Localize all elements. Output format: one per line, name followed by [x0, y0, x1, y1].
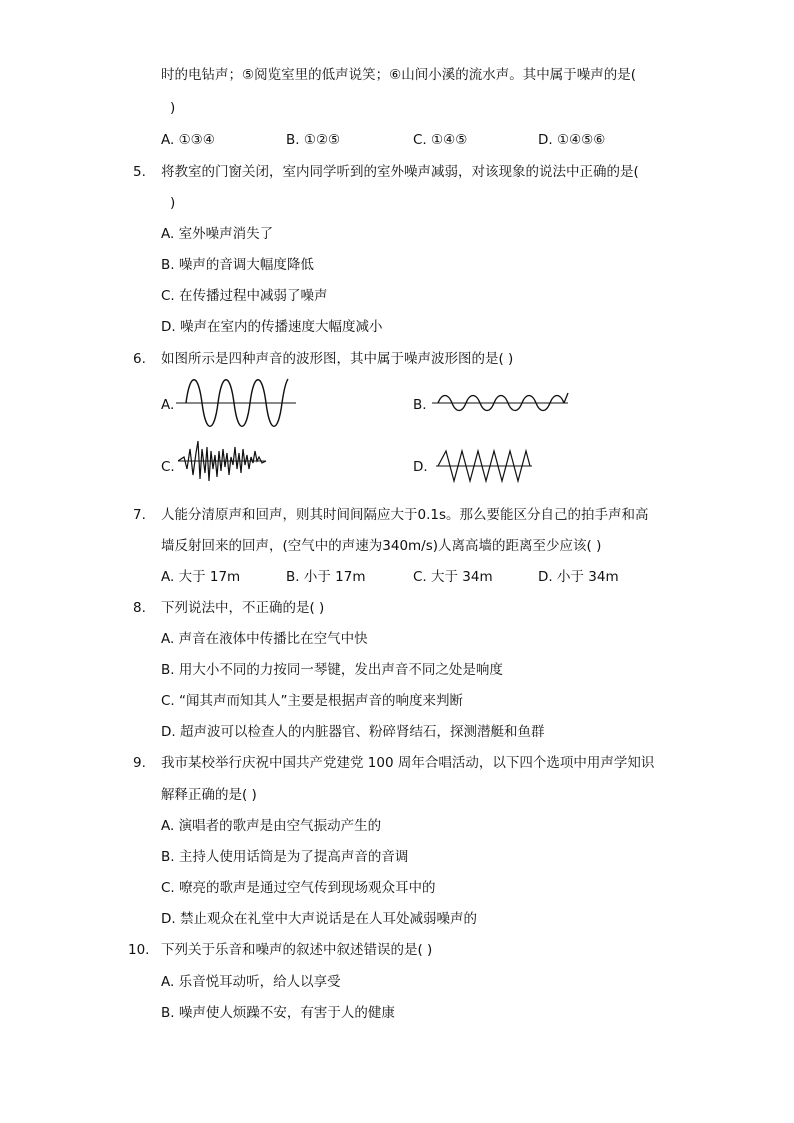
question-4-text-line1: 时的电钻声；⑤阅览室里的低声说笑；⑥山间小溪的流水声。其中属于噪声的是( — [161, 67, 636, 83]
waveform-d — [436, 447, 534, 485]
question-5-text-line2: ) — [170, 195, 176, 211]
waveform-b-label: B. — [413, 397, 427, 413]
waveform-a — [176, 374, 298, 432]
question-5-option-b: B. 噪声的音调大幅度降低 — [161, 257, 314, 273]
question-9-text-line1: 我市某校举行庆祝中国共产党建党 100 周年合唱活动，以下四个选项中用声学知识 — [161, 755, 655, 771]
question-5-option-d: D. 噪声在室内的传播速度大幅度减小 — [161, 319, 383, 335]
question-7-text-line1: 人能分清原声和回声，则其时间间隔应大于0.1s。那么要能区分自己的拍手声和高 — [161, 507, 649, 523]
question-8-option-c: C. “闻其声而知其人”主要是根据声音的响度来判断 — [161, 693, 463, 709]
question-7-option-a: A. 大于 17m — [161, 569, 241, 585]
question-4-option-b: B. ①②⑤ — [286, 132, 341, 148]
question-8-number: 8. — [133, 600, 146, 616]
question-8-text: 下列说法中，不正确的是( ) — [161, 600, 325, 616]
question-9-number: 9. — [133, 755, 146, 771]
question-7-option-c: C. 大于 34m — [413, 569, 493, 585]
question-4-option-d: D. ①④⑤⑥ — [538, 132, 606, 148]
question-6-text: 如图所示是四种声音的波形图，其中属于噪声波形图的是( ) — [161, 351, 514, 367]
question-7-option-d: D. 小于 34m — [538, 569, 619, 585]
question-9-option-b: B. 主持人使用话筒是为了提高声音的音调 — [161, 849, 409, 865]
question-10-text: 下列关于乐音和噪声的叙述中叙述错误的是( ) — [161, 942, 433, 958]
question-9-text-line2: 解释正确的是( ) — [161, 787, 257, 803]
question-5-option-a: A. 室外噪声消失了 — [161, 226, 274, 242]
question-7-option-b: B. 小于 17m — [286, 569, 366, 585]
question-5-number: 5. — [133, 164, 146, 180]
waveform-d-label: D. — [413, 459, 428, 475]
question-8-option-b: B. 用大小不同的力按同一琴键，发出声音不同之处是响度 — [161, 662, 503, 678]
question-10-option-a: A. 乐音悦耳动听，给人以享受 — [161, 974, 341, 990]
question-4-text-line2: ) — [170, 100, 176, 116]
question-10-option-b: B. 噪声使人烦躁不安，有害于人的健康 — [161, 1005, 395, 1021]
question-4-option-a: A. ①③④ — [161, 132, 215, 148]
question-9-option-a: A. 演唱者的歌声是由空气振动产生的 — [161, 818, 382, 834]
question-8-option-d: D. 超声波可以检查人的内脏器官、粉碎肾结石，探测潜艇和鱼群 — [161, 724, 545, 740]
question-5-option-c: C. 在传播过程中减弱了噪声 — [161, 288, 328, 304]
question-10-number: 10. — [128, 942, 150, 958]
question-7-number: 7. — [133, 507, 146, 523]
waveform-a-label: A. — [161, 397, 175, 413]
question-7-text-line2: 墙反射回来的回声，(空气中的声速为340m/s)人离高墙的距离至少应该( ) — [161, 538, 602, 554]
question-8-option-a: A. 声音在液体中传播比在空气中快 — [161, 631, 368, 647]
question-6-number: 6. — [133, 351, 146, 367]
question-9-option-d: D. 禁止观众在礼堂中大声说话是在人耳处减弱噪声的 — [161, 911, 477, 927]
waveform-c — [178, 439, 270, 489]
waveform-b — [430, 389, 572, 417]
question-4-option-c: C. ①④⑤ — [413, 132, 468, 148]
question-5-text-line1: 将教室的门窗关闭，室内同学听到的室外噪声减弱，对该现象的说法中正确的是( — [161, 164, 639, 180]
question-9-option-c: C. 嘹亮的歌声是通过空气传到现场观众耳中的 — [161, 880, 436, 896]
waveform-c-label: C. — [161, 459, 175, 475]
